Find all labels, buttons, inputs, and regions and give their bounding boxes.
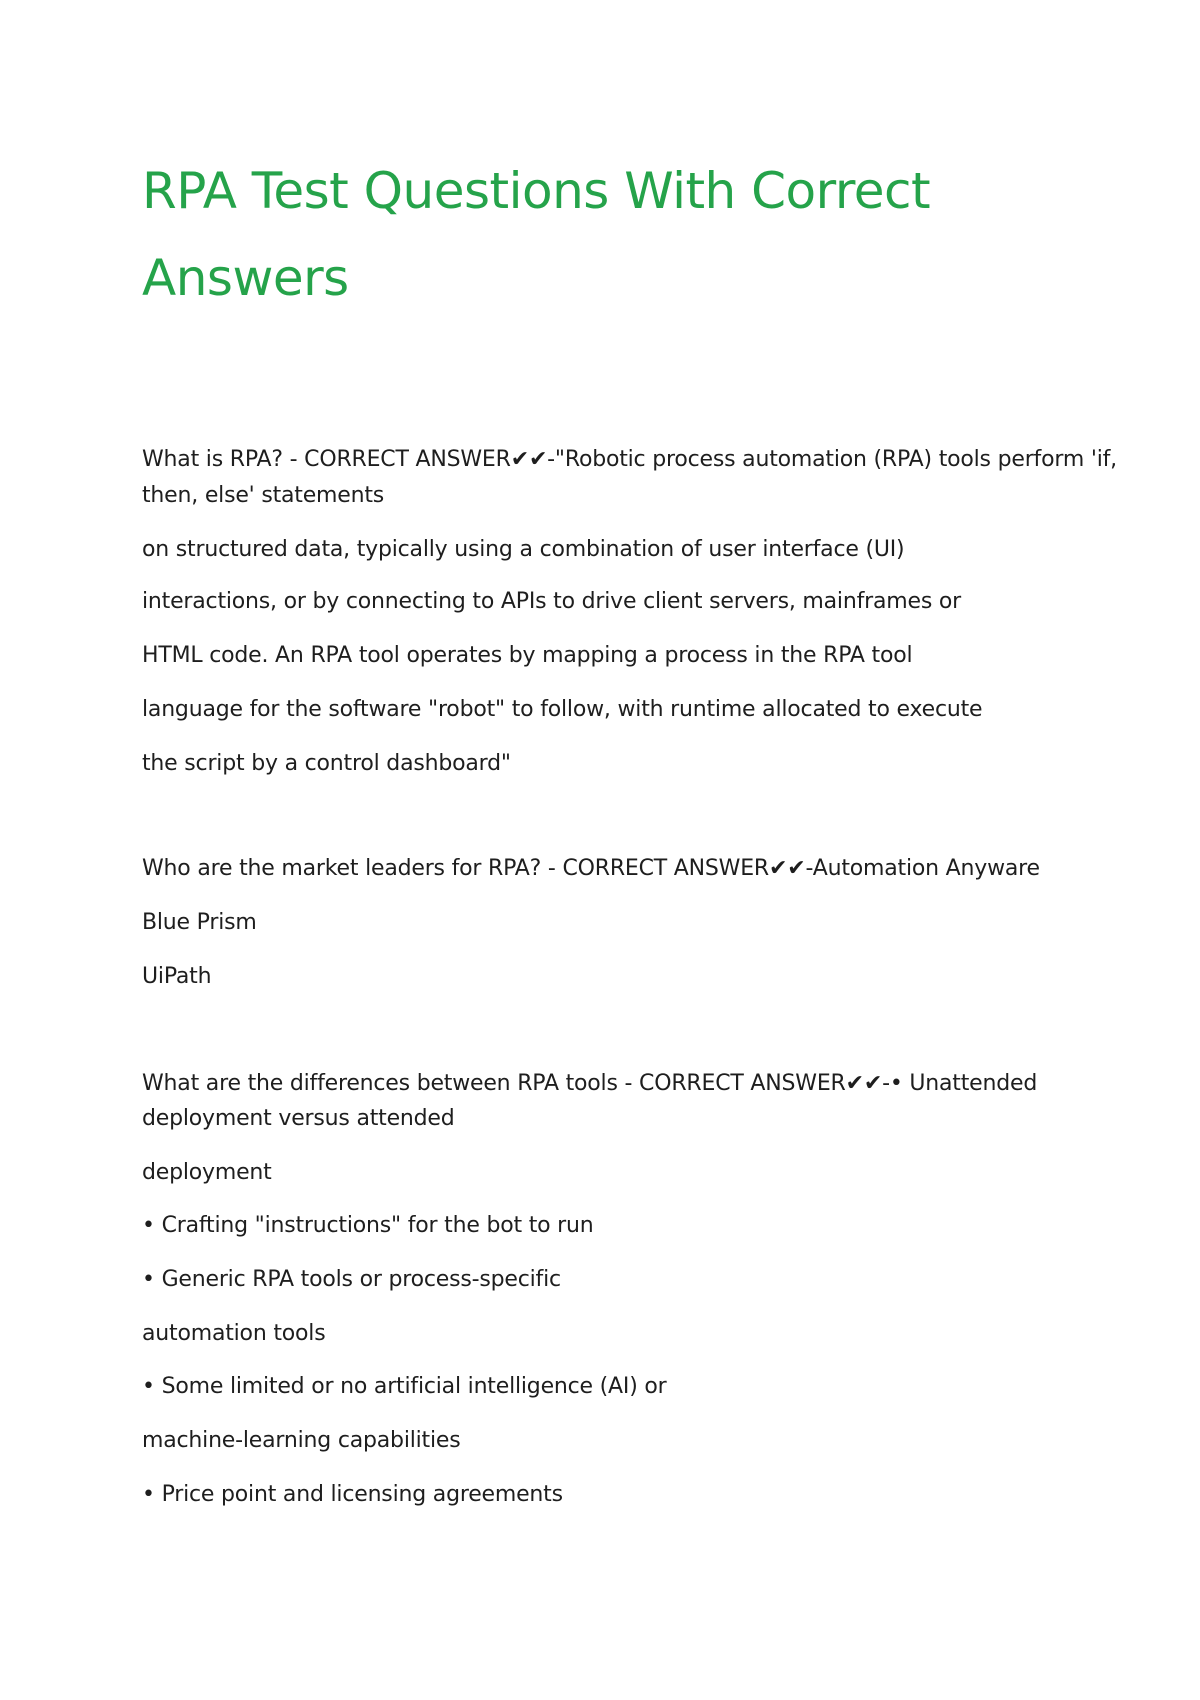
qa-3-answer-line: deployment [142,1160,272,1185]
qa-1-answer-line: then, else' statements [142,483,385,508]
qa-3-question-line: What are the differences between RPA tools - CORRECT ANSWER✔✔-• Unattended [142,1071,1038,1096]
qa-1-answer-line: HTML code. An RPA tool operates by mapping a process in the RPA tool [142,643,913,668]
qa-3-bullet-line: • Crafting "instructions" for the bot to run [142,1213,594,1238]
qa-1-answer-line: interactions, or by connecting to APIs to drive client servers, mainframes or [142,589,961,614]
qa-3-answer-line: deployment versus attended [142,1106,455,1131]
qa-1-answer-line: language for the software "robot" to follow, with runtime allocated to execute [142,697,983,722]
qa-3-bullet-line: • Generic RPA tools or process-specific [142,1267,561,1292]
qa-1-question-line: What is RPA? - CORRECT ANSWER✔✔-"Robotic process automation (RPA) tools perform 'if, [142,447,1117,472]
qa-1-answer-line: on structured data, typically using a combination of user interface (UI) [142,537,905,562]
qa-3-answer-line: machine-learning capabilities [142,1428,461,1453]
document-title-line-1: RPA Test Questions With Correct [142,162,931,220]
document-title-line-2: Answers [142,249,349,307]
qa-3-bullet-line: • Some limited or no artificial intelligence (AI) or [142,1374,667,1399]
qa-2-answer-line: Blue Prism [142,910,257,935]
qa-1-answer-line: the script by a control dashboard" [142,751,511,776]
qa-3-answer-line: automation tools [142,1321,326,1346]
qa-3-bullet-line: • Price point and licensing agreements [142,1482,563,1507]
qa-2-question-line: Who are the market leaders for RPA? - CORRECT ANSWER✔✔-Automation Anyware [142,856,1040,881]
qa-2-answer-line: UiPath [142,964,212,989]
document-title [142,148,1042,322]
